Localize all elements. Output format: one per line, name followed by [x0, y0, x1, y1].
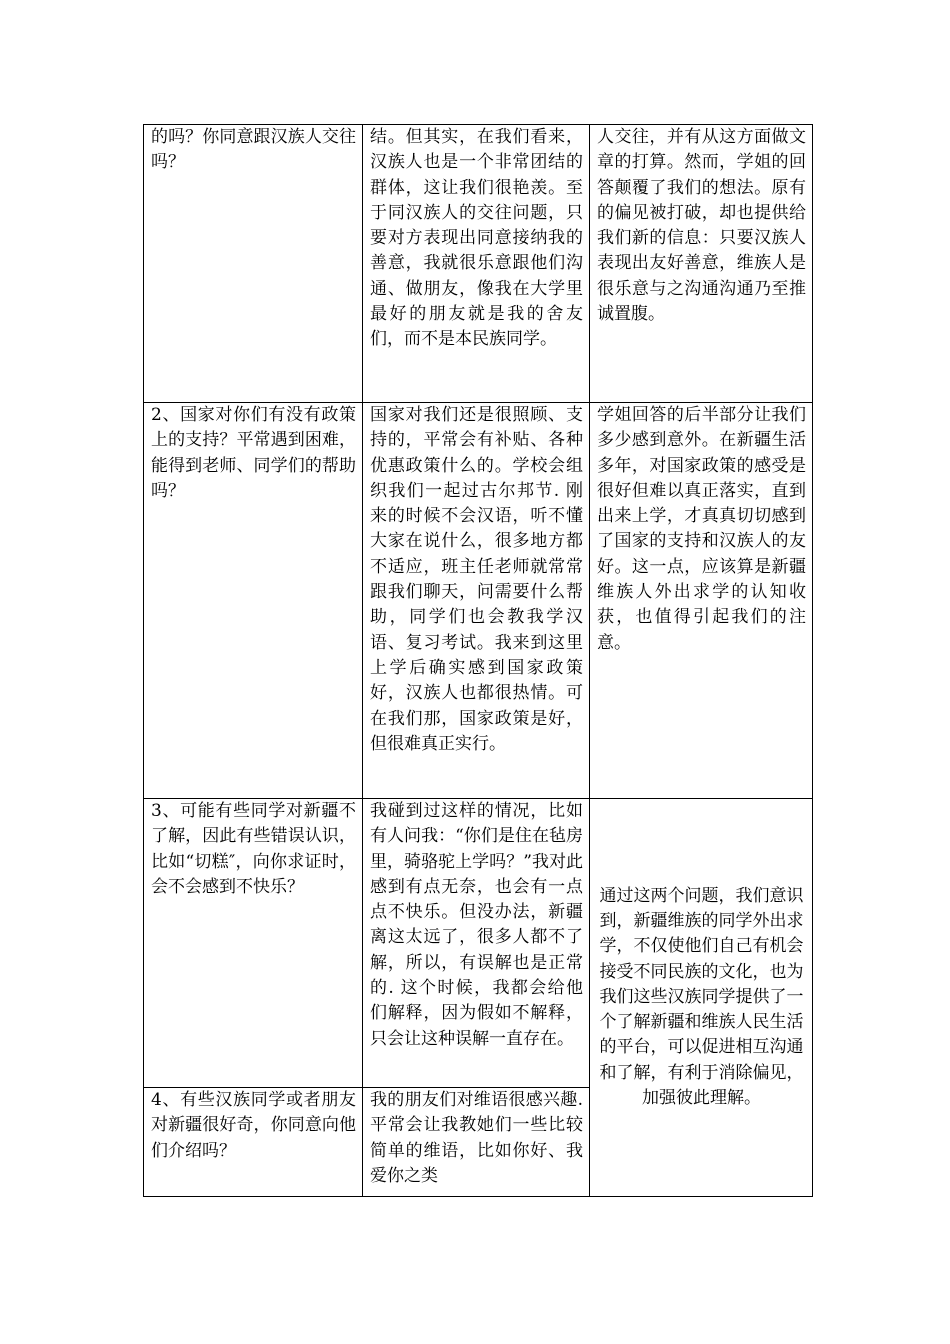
table-row	[144, 403, 813, 799]
answer-cell: 结。但其实，在我们看来，汉族人也是一个非常团结的群体，这让我们很艳羡。至于同汉族人的交往问题，只要对方表现出同意接纳我的善意，我就很乐意跟他们沟通、做朋友，像我在大学里最好的朋友就是我的舍友们，而不是本民族同学。	[363, 125, 590, 403]
question-cell: 3、可能有些同学对新疆不了解，因此有些错误认识，比如“切糕″，向你求证时，会不会感到不快乐？	[144, 799, 363, 1088]
interview-table	[143, 124, 813, 1197]
analysis-cell: 人交往，并有从这方面做文章的打算。然而，学姐的回答颠覆了我们的想法。原有的偏见被打破，却也提供给我们新的信息：只要汉族人表现出友好善意，维族人是很乐意与之沟通沟通乃至推诚置腹。	[590, 125, 813, 403]
merged-analysis-cell: 通过这两个问题，我们意识到，新疆维族的同学外出求学，不仅使他们自己有机会接受不同民族的文化，也为我们这些汉族同学提供了一个了解新疆和维族人民生活的平台，可以促进相互沟通和了解，有利于消除偏见，加强彼此理解。	[590, 799, 813, 1197]
question-cell: 2、国家对你们有没有政策上的支持？平常遇到困难，能得到老师、同学们的帮助吗？	[144, 403, 363, 799]
answer-cell: 国家对我们还是很照顾、支持的，平常会有补贴、各种优惠政策什么的。学校会组织我们一起过古尔邦节. 刚来的时候不会汉语，听不懂大家在说什么，很多地方都不适应，班主任老师就常常跟我们聊天，问需要什么帮助，同学们也会教我学汉语、复习考试。我来到这里上学后确实感到国家政策好，汉族人也都很热情。可在我们那，国家政策是好，但很难真正实行。	[363, 403, 590, 799]
answer-cell: 我碰到过这样的情况，比如有人问我：“你们是住在毡房里，骑骆驼上学吗？”我对此感到有点无奈，也会有一点点不快乐。但没办法，新疆离这太远了，很多人都不了解，所以，有误解也是正常的. 这个时候，我都会给他们解释，因为假如不解释，只会让这种误解一直存在。	[363, 799, 590, 1088]
question-cell: 4、有些汉族同学或者朋友对新疆很好奇，你同意向他们介绍吗？	[144, 1088, 363, 1197]
analysis-cell: 学姐回答的后半部分让我们多少感到意外。在新疆生活多年，对国家政策的感受是很好但难以真正落实，直到出来上学，才真真切切感到了国家的支持和汉族人的友好。这一点，应该算是新疆维族人外出求学的认知收获，也值得引起我们的注意。	[590, 403, 813, 799]
table-row	[144, 125, 813, 403]
table-row	[144, 799, 813, 1088]
question-cell: 的吗？你同意跟汉族人交往吗？	[144, 125, 363, 403]
answer-cell: 我的朋友们对维语很感兴趣. 平常会让我教她们一些比较简单的维语，比如你好、我爱你之类	[363, 1088, 590, 1197]
